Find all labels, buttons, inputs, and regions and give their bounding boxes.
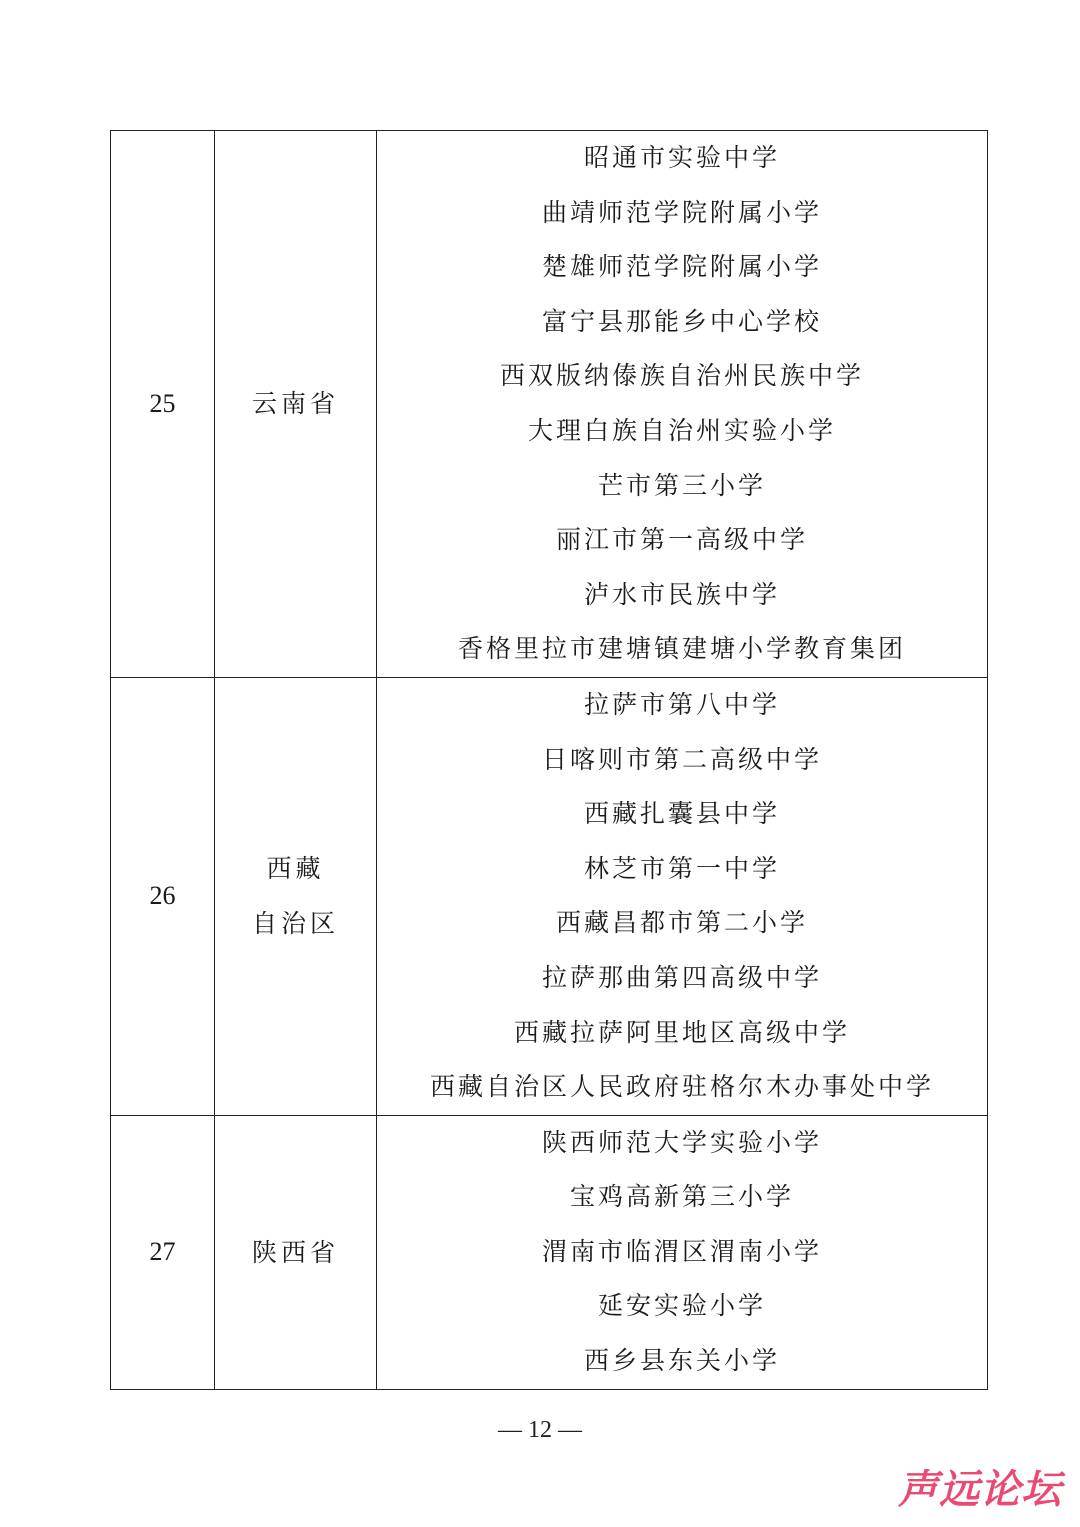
table-row <box>111 1115 988 1389</box>
province-name: 西藏 <box>266 854 325 884</box>
schools-cell <box>377 131 988 678</box>
province-cell <box>215 1115 377 1389</box>
table-row <box>111 131 988 678</box>
school-name: 拉萨市第八中学 <box>583 689 780 719</box>
school-list <box>377 131 987 677</box>
school-name: 西双版纳傣族自治州民族中学 <box>499 361 864 391</box>
province-cell <box>215 131 377 678</box>
province-name: 云南省 <box>251 389 339 419</box>
school-name: 拉萨那曲第四高级中学 <box>541 962 822 992</box>
school-name: 西藏昌都市第二小学 <box>555 908 808 938</box>
watermark-logo: 声远论坛 <box>898 1467 1062 1513</box>
school-name: 陕西师范大学实验小学 <box>541 1127 822 1157</box>
school-name: 楚雄师范学院附属小学 <box>541 252 822 282</box>
province-name: 陕西省 <box>251 1237 339 1267</box>
school-name: 昭通市实验中学 <box>583 143 780 172</box>
school-name: 宝鸡高新第三小学 <box>569 1182 794 1212</box>
school-name: 日喀则市第二高级中学 <box>541 744 822 774</box>
province-name: 自治区 <box>251 909 339 939</box>
school-name: 曲靖师范学院附属小学 <box>541 197 822 227</box>
school-name: 西乡县东关小学 <box>583 1346 780 1376</box>
school-name: 芒市第三小学 <box>597 470 766 500</box>
schools-cell <box>377 1115 988 1389</box>
page-number: — 12 — <box>498 1417 582 1443</box>
school-name: 丽江市第一高级中学 <box>555 525 808 555</box>
school-name: 西藏扎囊县中学 <box>583 799 780 829</box>
schools-cell <box>377 677 988 1115</box>
school-name: 富宁县那能乡中心学校 <box>541 306 822 336</box>
table-body <box>111 131 988 1390</box>
school-list <box>377 678 987 1115</box>
school-name: 延安实验小学 <box>597 1291 766 1321</box>
table-row <box>111 677 988 1115</box>
school-name: 西藏自治区人民政府驻格尔木办事处中学 <box>429 1072 934 1102</box>
school-name: 泸水市民族中学 <box>583 579 780 609</box>
school-name: 香格里拉市建塘镇建塘小学教育集团 <box>457 634 906 664</box>
schools-table <box>110 130 988 1390</box>
row-number: 26 <box>111 677 215 1115</box>
school-name: 渭南市临渭区渭南小学 <box>541 1236 822 1266</box>
school-list <box>377 1116 987 1389</box>
school-name: 西藏拉萨阿里地区高级中学 <box>513 1017 850 1047</box>
school-name: 大理白族自治州实验小学 <box>527 415 836 445</box>
row-number: 25 <box>111 131 215 678</box>
province-cell <box>215 677 377 1115</box>
row-number: 27 <box>111 1115 215 1389</box>
school-name: 林芝市第一中学 <box>583 853 780 883</box>
